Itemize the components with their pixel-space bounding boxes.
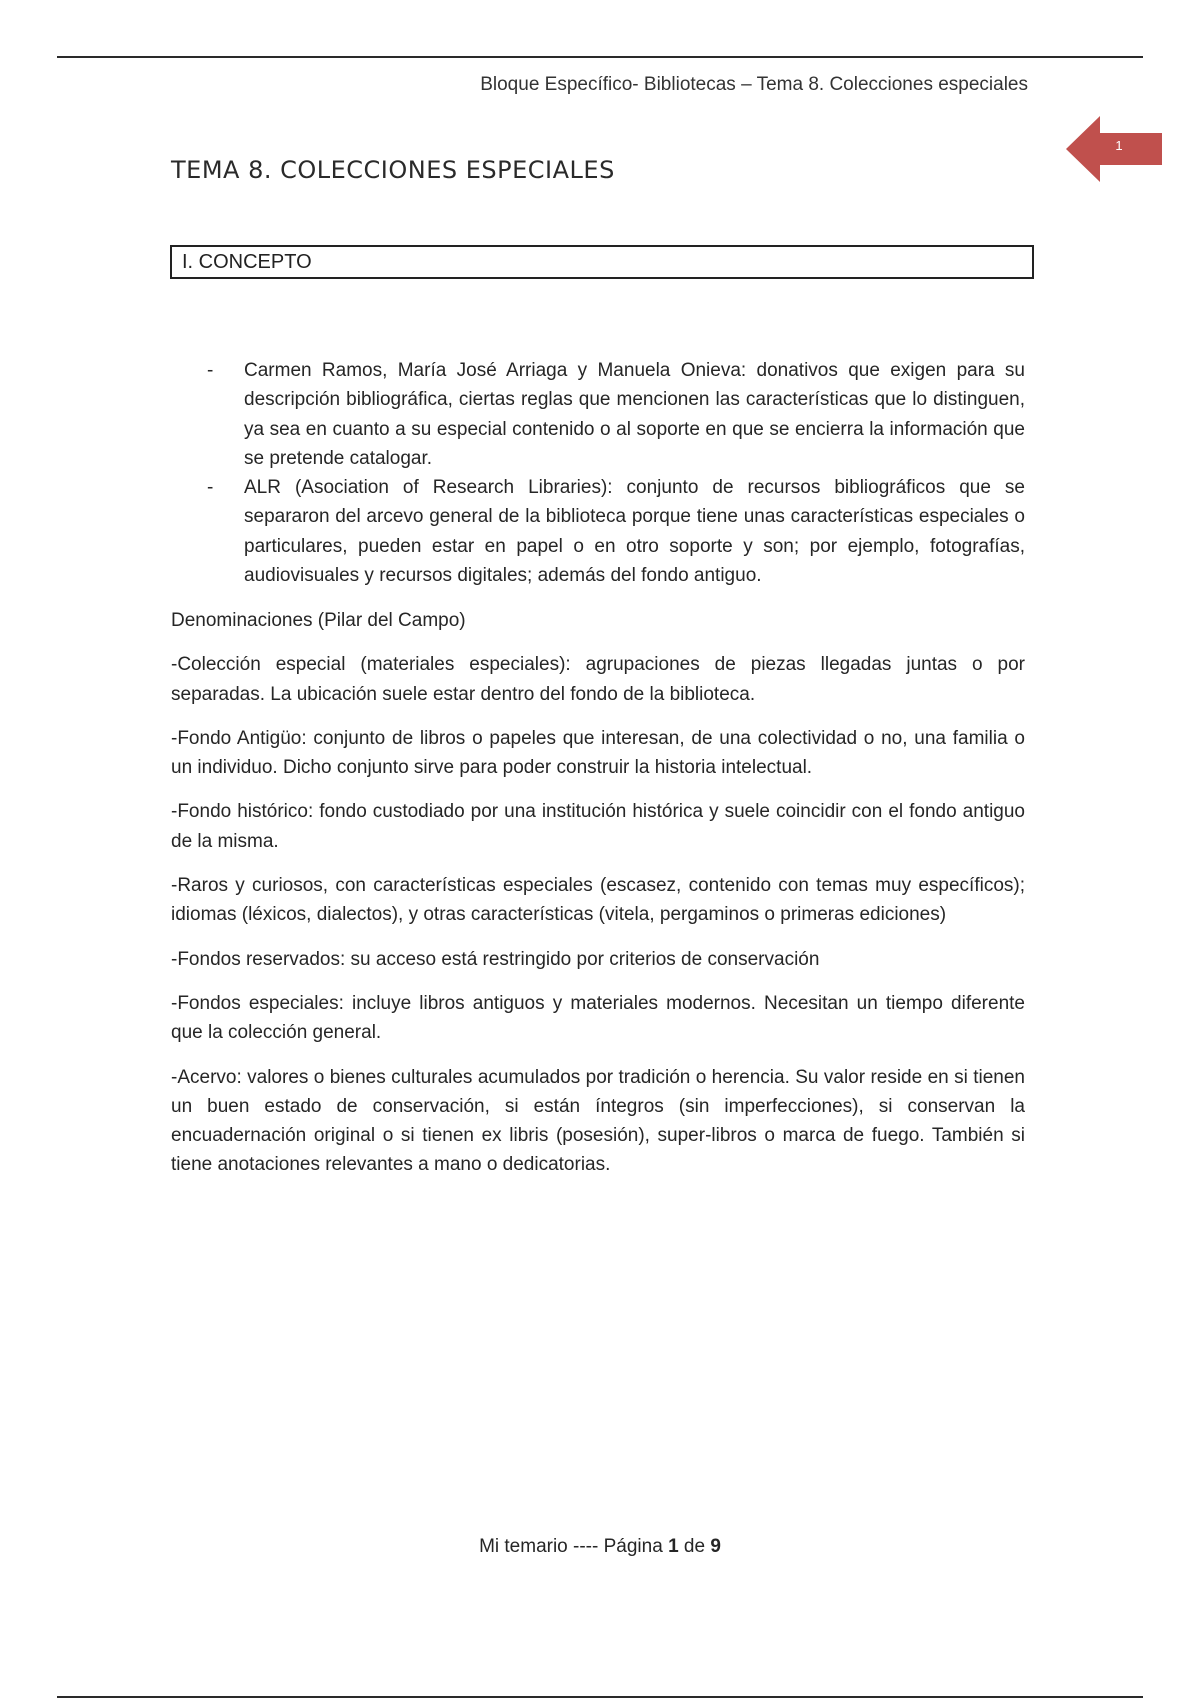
list-item-text: Carmen Ramos, María José Arriaga y Manuela Onieva: donativos que exigen para su descripción bibliográfica, ciertas reglas que mencionen las características que lo distinguen, ya sea en cuanto a su especial contenido o al soporte en que se encierra la información que se pretende catalogar. — [244, 360, 1025, 469]
body-text — [171, 606, 1025, 1195]
dash-marker: - — [207, 477, 214, 499]
footer-of-label: de — [678, 1536, 711, 1557]
page-title: TEMA 8. COLECCIONES ESPECIALES — [171, 156, 615, 184]
footer-total-pages: 9 — [710, 1536, 721, 1557]
paragraph: -Fondos especiales: incluye libros antiguos y materiales modernos. Necesitan un tiempo diferente que la colección general. — [171, 992, 1025, 1044]
footer-rule — [57, 1696, 1143, 1698]
paragraph: -Fondo Antigüo: conjunto de libros o papeles que interesan, de una colectividad o no, una familia o un individuo. Dicho conjunto sirve para poder construir la historia intelectual. — [171, 727, 1025, 779]
dash-marker: - — [207, 360, 214, 381]
paragraph: -Raros y curiosos, con características especiales (escasez, contenido con temas muy específicos); idiomas (léxicos, dialectos), y otras características (vitela, pergaminos o primeras ediciones) — [171, 875, 1025, 926]
paragraph: -Fondos reservados: su acceso está restringido por criterios de conservación — [171, 948, 820, 970]
denominaciones-heading: Denominaciones (Pilar del Campo) — [171, 610, 466, 631]
section-heading: I. CONCEPTO — [170, 245, 1034, 279]
list-item-text: ALR (Asociation of Research Libraries): conjunto de recursos bibliográficos que se separaron del arcevo general de la biblioteca porque tiene unas características especiales o particulares, pueden estar en papel o en otro soporte y son; por ejemplo, fotografías, audiovisuales y recursos digitales; además del fondo antiguo. — [244, 477, 1025, 587]
paragraph: -Fondo histórico: fondo custodiado por una institución histórica y suele coincidir con el fondo antiguo de la misma. — [171, 801, 1025, 852]
page-footer — [0, 1536, 1200, 1558]
page-badge — [1066, 116, 1162, 182]
list-item — [205, 473, 1025, 590]
bullet-list — [205, 356, 1025, 590]
paragraph: -Acervo: valores o bienes culturales acumulados por tradición o herencia. Su valor reside en si tienen un buen estado de conservación, si están íntegros (sin imperfecciones), si conservan la encuadernación original o si tienen ex libris (posesión), super-libros o marca de fuego. También si tiene anotaciones relevantes a mano o dedicatorias. — [171, 1066, 1025, 1176]
running-header: Bloque Específico- Bibliotecas – Tema 8. Colecciones especiales — [480, 74, 1028, 95]
paragraph: -Colección especial (materiales especiales): agrupaciones de piezas llegadas juntas o por separadas. La ubicación suele estar dentro del fondo de la biblioteca. — [171, 654, 1025, 705]
header-rule — [57, 56, 1143, 58]
footer-current-page: 1 — [668, 1536, 679, 1557]
page-badge-number: 1 — [1115, 138, 1123, 153]
list-item — [205, 356, 1025, 473]
footer-prefix: Mi temario ---- Página — [479, 1536, 669, 1557]
